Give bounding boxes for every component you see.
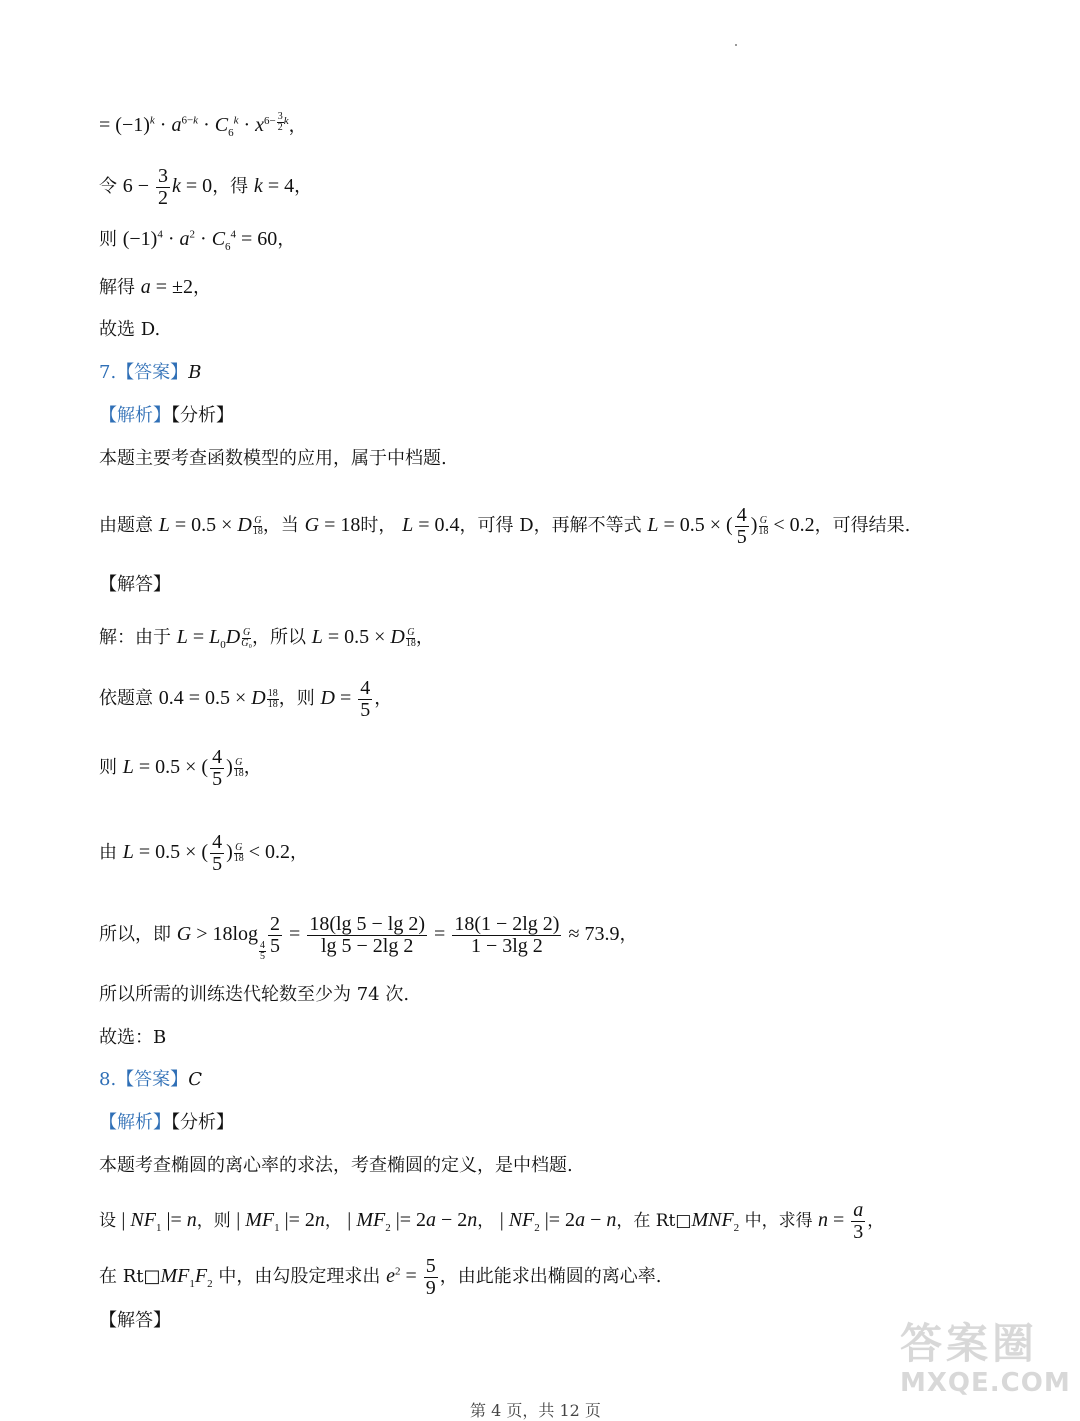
q7-step-5: 所以，即 G > 18log $_{\frac{4}{5}}$ $\frac{2}{5}$ = $\frac{18(\lg 5 - \lg 2)}{\lg 5 - 2\lg 2}$ = $\frac{18(1 - 2\lg 2)}{1 - 3\lg 2}$ ≈ 73.9， (99, 913, 638, 963)
q7-step-1: 解：由于 $L = L_0D$ $\frac{G}{\text{G₀}}$ ，所以 L = 0.5 × D $\frac{G}{18}$ ， (99, 626, 434, 651)
q7-answer: 7.【答案】B (99, 362, 202, 383)
stray-dot (735, 44, 737, 46)
q7-step-4: 由 L = 0.5 × ( $\frac{4}{5}$ ) $\frac{G}{18}$ < 0.2， (99, 831, 309, 875)
q7-step-6: 所以所需的训练迭代轮数至少为 74 次. (99, 984, 410, 1005)
formula-line-1: = $(-1)^k \cdot a^{6-k} \cdot C_6^k \cdot x^{6- \frac{3}{2} k}$， (99, 111, 307, 140)
q8-analysis-1: 设 | $NF_1$ |= n，则 | $MF_1$ |= 2n， | $MF_2$ |= 2a − 2n， | $NF_2$ |= 2a − n，在 $Rt□MNF_2$ 中，求得 n = $\frac{a}{3}$ ， (99, 1199, 885, 1243)
q7-analysis: 由题意 L = 0.5 × D $\frac{G}{18}$ ，当 G = 18时， L = 0.4，可得 D，再解不等式 L = 0.5 × ( $\frac{4}{5}$ ) $\frac{G}{18}$ < 0.2，可得结果. (99, 504, 911, 548)
formula-line-2: 令 6 − $\frac{3}{2}$ k = 0，得 k = 4， (99, 165, 313, 209)
page-footer: 第 4 页，共 12 页 (470, 1401, 601, 1420)
formula-line-4: 解得 a = ±2， (99, 276, 211, 298)
q7-section-headings: 【解析】【分析】 (99, 405, 234, 426)
q8-summary: 本题考查椭圆的离心率的求法，考查椭圆的定义，是中档题. (99, 1155, 573, 1176)
formula-line-3: 则 $(-1)^4 \cdot a^2 \cdot C_6^4 = 60$， (99, 228, 296, 253)
watermark-logo (900, 1320, 1070, 1406)
q7-conclusion: 故选：B (99, 1027, 167, 1048)
q8-analysis-2: 在 $Rt□MF_1F_2$ 中，由勾股定理求出 $e^2$ = $\frac{5}{9}$ ，由此能求出椭圆的离心率. (99, 1255, 662, 1299)
q7-summary: 本题主要考查函数模型的应用，属于中档题. (99, 448, 447, 469)
conclusion-6: 故选 D. (99, 319, 161, 340)
q8-answer: 8.【答案】C (99, 1069, 202, 1090)
watermark-domain: MXQE.COM (900, 1368, 1071, 1398)
q7-step-3: 则 L = 0.5 × ( $\frac{4}{5}$ ) $\frac{G}{18}$ ， (99, 746, 262, 790)
watermark-title: 答案圈 (900, 1319, 1039, 1368)
q7-solution-heading: 【解答】 (99, 574, 171, 595)
q8-solution-heading: 【解答】 (99, 1310, 171, 1331)
q7-step-2: 依题意 0.4 = 0.5 × D $\frac{18}{18}$ ，则 D = $\frac{4}{5}$ ， (99, 677, 393, 721)
q8-section-headings: 【解析】【分析】 (99, 1112, 234, 1133)
